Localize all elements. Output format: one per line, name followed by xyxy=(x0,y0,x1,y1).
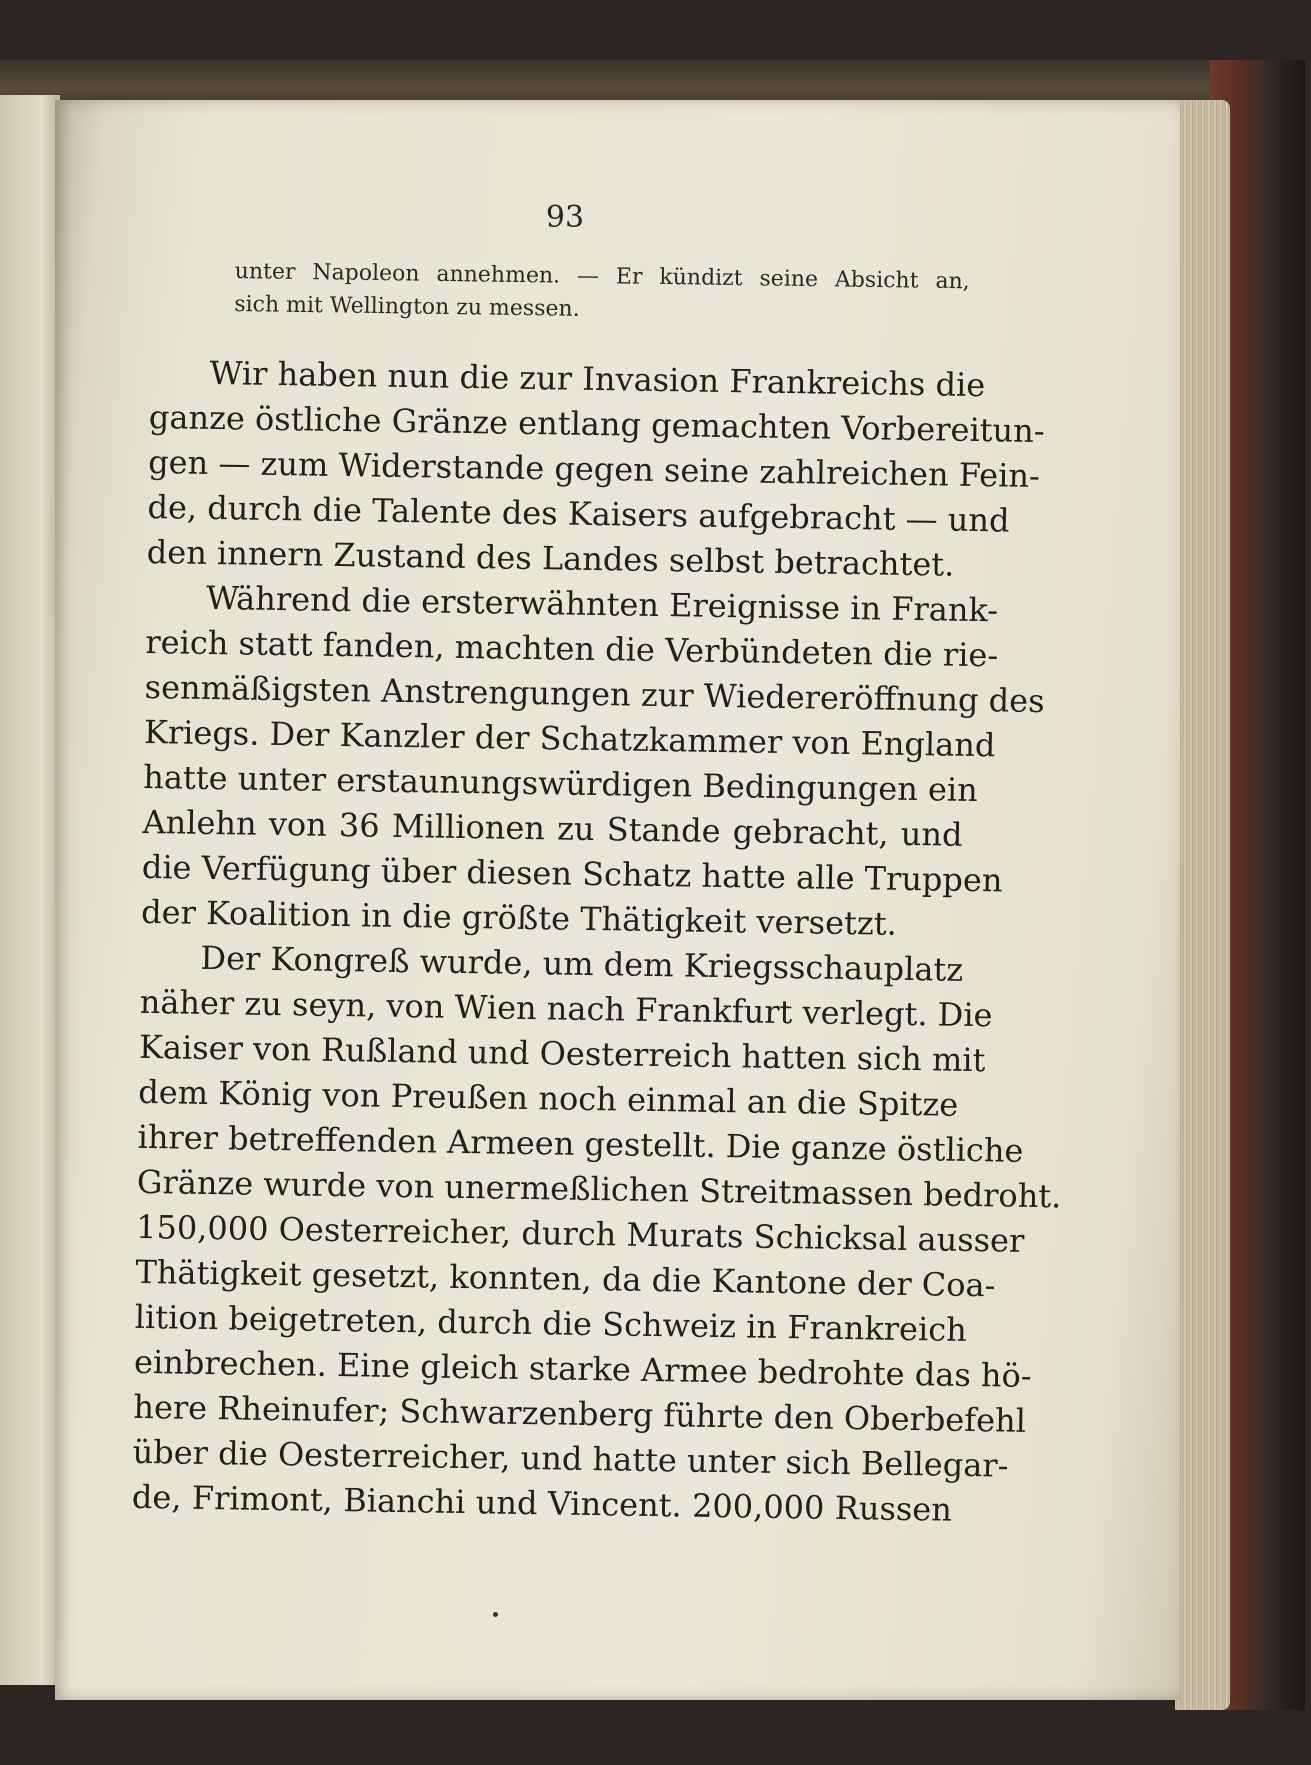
text-line: Thätigkeit gesetzt, konnten, da die Kantone der Coa- xyxy=(135,1252,996,1305)
paragraph-1 xyxy=(146,350,1045,588)
text-line: ganze östliche Gränze entlang gemachten Vorbereitun- xyxy=(148,397,1045,451)
text-line: lition beigetreten, durch die Schweiz in Frankreich xyxy=(134,1297,968,1349)
text-line: here Rheinufer; Schwarzenberg führte den Oberbefehl xyxy=(133,1387,1027,1440)
ink-speck xyxy=(493,1612,498,1617)
text-line: einbrechen. Eine gleich starke Armee bedrohte das hö- xyxy=(133,1342,1032,1395)
text-line: senmäßigsten Anstrengungen zur Wiedereröffnung des xyxy=(144,667,1045,721)
facing-page-edge xyxy=(0,95,60,1685)
body-text xyxy=(131,350,1062,1533)
text-line: die Verfügung über diesen Schatz hatte alle Truppen xyxy=(141,847,1003,900)
paragraph-2 xyxy=(140,575,1045,948)
text-line: ihrer betreffenden Armeen gestellt. Die ganze östliche xyxy=(137,1117,1024,1170)
text-line: reich statt fanden, machten die Verbündeten die rie- xyxy=(145,622,999,675)
chapter-summary xyxy=(234,255,970,331)
text-line: Anlehn von 36 Millionen zu Stande gebracht, und xyxy=(142,802,963,854)
text-line: de, durch die Talente des Kaisers aufgebracht — und xyxy=(147,487,1010,540)
page-number: 93 xyxy=(545,200,585,235)
text-line: Während die ersterwähnten Ereignisse in Frank- xyxy=(205,578,999,630)
summary-line: sich mit Wellington zu messen. xyxy=(234,291,580,322)
text-line: Kaiser von Rußland und Oesterreich hatten sich mit xyxy=(138,1027,986,1080)
text-line: dem König von Preußen noch einmal an die Spitze xyxy=(138,1072,959,1124)
text-line: den innern Zustand des Landes selbst betrachtet. xyxy=(146,532,955,584)
paragraph-3 xyxy=(131,935,1062,1533)
text-line: de, Frimont, Bianchi und Vincent. 200,000 Russen xyxy=(131,1477,953,1529)
text-line: 150,000 Oesterreicher, durch Murats Schicksal ausser xyxy=(135,1207,1025,1260)
summary-line: unter Napoleon annehmen. — Er kündizt seine Absicht an, xyxy=(234,258,970,295)
text-line: hatte unter erstaunungswürdigen Bedingungen ein xyxy=(142,757,979,810)
text-line: über die Oesterreicher, und hatte unter sich Bellegar- xyxy=(132,1432,1009,1485)
text-line: Wir haben nun die zur Invasion Frankreichs die xyxy=(209,353,986,405)
page-block-edges xyxy=(1175,100,1230,1710)
text-line: der Koalition in die größte Thätigkeit versetzt. xyxy=(140,892,898,943)
text-line: gen — zum Widerstande gegen seine zahlreichen Fein- xyxy=(147,442,1041,495)
text-line: Kriegs. Der Kanzler der Schatzkammer von England xyxy=(143,712,996,765)
text-line: näher zu seyn, von Wien nach Frankfurt verlegt. Die xyxy=(139,982,993,1035)
text-line: Gränze wurde von unermeßlichen Streitmassen bedroht. xyxy=(136,1162,1062,1216)
text-line: Der Kongreß wurde, um dem Kriegsschauplatz xyxy=(200,938,964,989)
